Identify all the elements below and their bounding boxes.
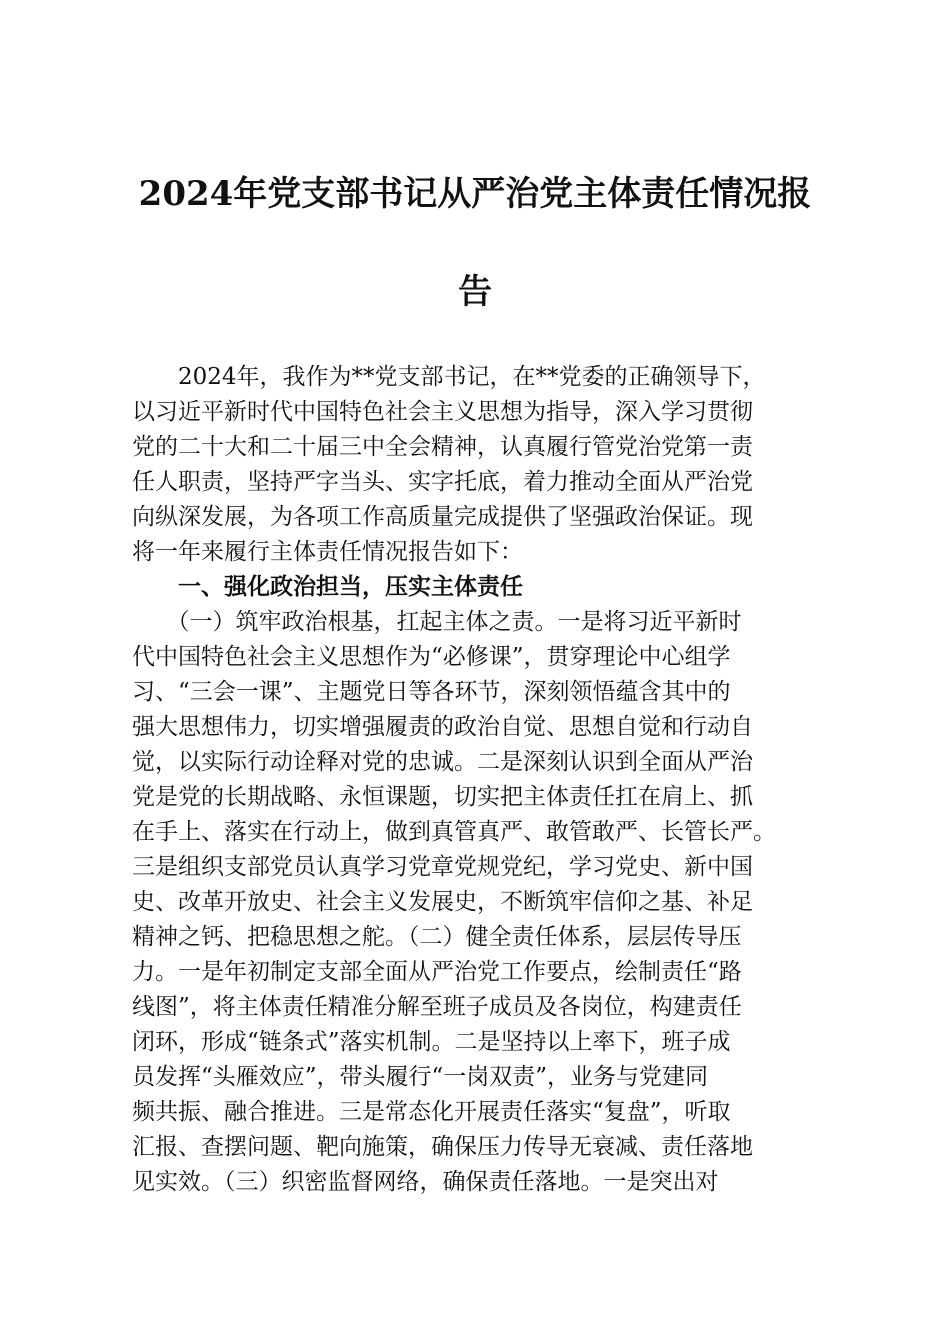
body-line: 频共振、融合推进。三是常态化开展责任落实“复盘”，听取 (132, 1099, 731, 1125)
section-heading: 一、强化政治担当，压实主体责任 (132, 574, 523, 600)
body-line: 员发挥“头雁效应”，带头履行“一岗双责”，业务与党建同 (132, 1064, 709, 1090)
body-line: 代中国特色社会主义思想作为“必修课”，贯穿理论中心组学 (132, 644, 731, 670)
body-line: 将一年来履行主体责任情况报告如下： (132, 539, 523, 565)
body-line: 以习近平新时代中国特色社会主义思想为指导，深入学习贯彻 (132, 399, 753, 425)
body-line: 党是党的长期战略、永恒课题，切实把主体责任扛在肩上、抓 (132, 784, 753, 810)
body-line: 向纵深发展，为各项工作高质量完成提供了坚强政治保证。现 (132, 504, 753, 530)
body-line: 精神之钙、把稳思想之舵。（二）健全责任体系，层层传导压 (132, 924, 742, 950)
body-line: 在手上、落实在行动上，做到真管真严、敢管敢严、长管长严。 (132, 819, 776, 845)
body-line: 强大思想伟力，切实增强履责的政治自觉、思想自觉和行动自 (132, 714, 753, 740)
body-line: 三是组织支部党员认真学习党章党规党纪，学习党史、新中国 (132, 854, 753, 880)
body-line: 闭环，形成“链条式”落实机制。二是坚持以上率下，班子成 (132, 1029, 731, 1055)
body-line: 线图”，将主体责任精准分解至班子成员及各岗位，构建责任 (132, 994, 742, 1020)
document-title-line-1: 2024年党支部书记从严治党主体责任情况报 (138, 174, 812, 214)
body-line: 觉，以实际行动诠释对党的忠诚。二是深刻认识到全面从严治 (132, 749, 753, 775)
body-line: 力。一是年初制定支部全面从严治党工作要点，绘制责任“路 (132, 959, 742, 985)
body-line: 见实效。（三）织密监督网络，确保责任落地。一是突出对 (132, 1169, 719, 1195)
document-title-line-2: 告 (458, 272, 492, 312)
body-line: 党的二十大和二十届三中全会精神，认真履行管党治党第一责 (132, 434, 753, 460)
body-line: 任人职责，坚持严字当头、实字托底，着力推动全面从严治党 (132, 469, 753, 495)
body-line: 习、“三会一课”、主题党日等各环节，深刻领悟蕴含其中的 (132, 679, 731, 705)
body-line: 汇报、查摆问题、靶向施策，确保压力传导无衰减、责任落地 (132, 1134, 753, 1160)
body-line: 2024年，我作为**党支部书记，在**党委的正确领导下， (132, 364, 766, 390)
body-line: 史、改革开放史、社会主义发展史，不断筑牢信仰之基、补足 (132, 889, 753, 915)
body-line: （一）筑牢政治根基，扛起主体之责。一是将习近平新时 (132, 609, 742, 635)
